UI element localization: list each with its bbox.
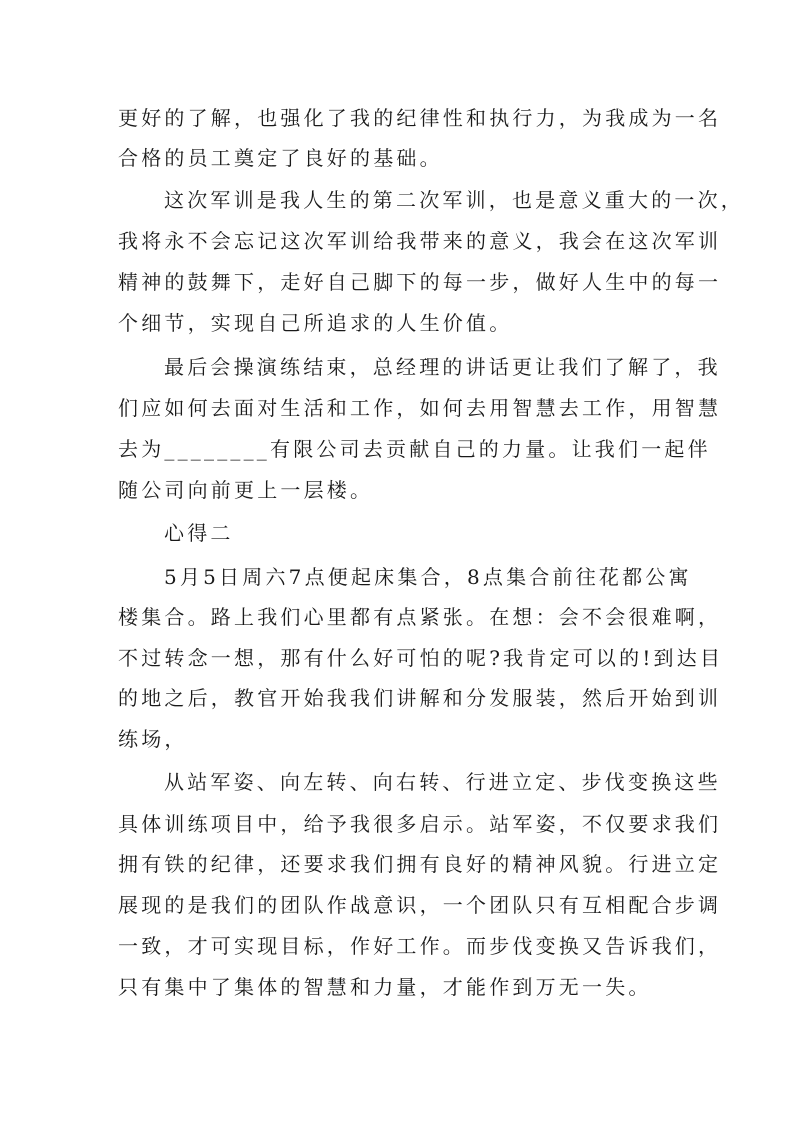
- text-line-5: 精神的鼓舞下，走好自己脚下的每一步，做好人生中的每一: [118, 270, 722, 294]
- text-line-3: 这次军训是我人生的第二次军训，也是意义重大的一次，: [164, 188, 744, 212]
- text-line-15: 的地之后，教官开始我我们讲解和分发服装，然后开始到训: [118, 686, 722, 710]
- text-line-9: 去为________有限公司去贡献自己的力量。让我们一起伴: [118, 437, 711, 461]
- text-line-2: 合格的员工奠定了良好的基础。: [118, 146, 443, 170]
- text-line-14: 不过转念一想，那有什么好可怕的呢?我肯定可以的!到达目: [118, 646, 724, 670]
- text-line-12: 5月5日周六7点便起床集合，8点集合前往花都公寓: [164, 565, 692, 589]
- text-line-16: 练场，: [118, 727, 188, 751]
- text-line-4: 我将永不会忘记这次军训给我带来的意义，我会在这次军训: [118, 229, 722, 253]
- text-line-13: 楼集合。路上我们心里都有点紧张。在想：会不会很难啊，: [118, 605, 722, 629]
- text-line-1: 更好的了解，也强化了我的纪律性和执行力，为我成为一名: [118, 106, 722, 130]
- text-line-20: 展现的是我们的团队作战意识，一个团队只有互相配合步调: [118, 893, 722, 917]
- text-line-22: 只有集中了集体的智慧和力量，才能作到万无一失。: [118, 975, 652, 999]
- text-line-18: 具体训练项目中，给予我很多启示。站军姿，不仅要求我们: [118, 812, 722, 836]
- section-heading: 心得二: [164, 521, 234, 545]
- text-line-8: 们应如何去面对生活和工作，如何去用智慧去工作，用智慧: [118, 396, 722, 420]
- text-line-7: 最后会操演练结束，总经理的讲话更让我们了解了，我: [164, 355, 721, 379]
- text-line-21: 一致，才可实现目标，作好工作。而步伐变换又告诉我们，: [118, 934, 722, 958]
- text-line-19: 拥有铁的纪律，还要求我们拥有良好的精神风貌。行进立定: [118, 852, 722, 876]
- text-line-6: 个细节，实现自己所追求的人生价值。: [118, 311, 513, 335]
- text-line-10: 随公司向前更上一层楼。: [118, 478, 374, 502]
- text-line-17: 从站军姿、向左转、向右转、行进立定、步伐变换这些: [164, 770, 721, 794]
